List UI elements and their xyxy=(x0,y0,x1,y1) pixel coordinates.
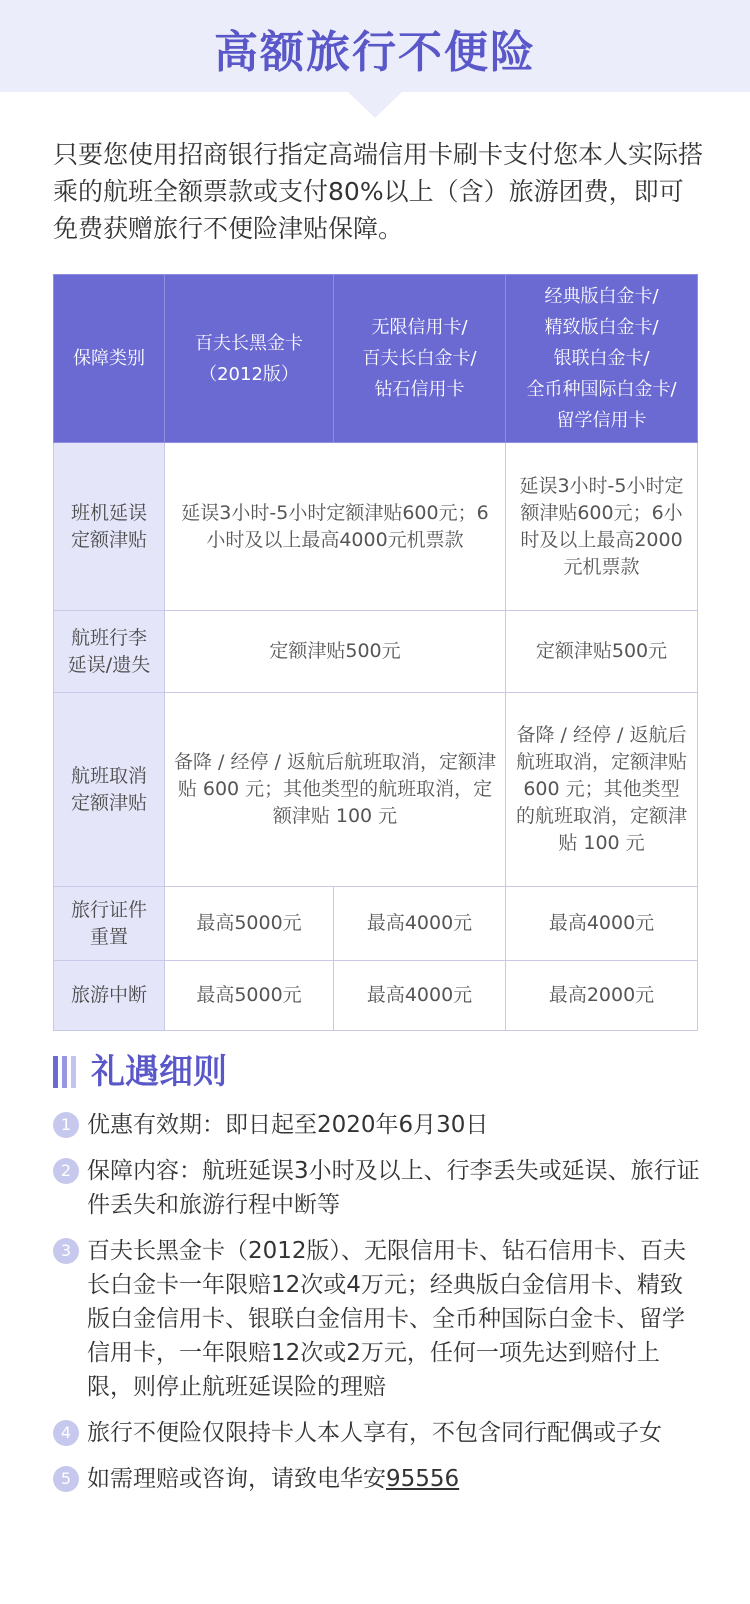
section-marker-bar xyxy=(62,1056,67,1088)
list-item-text: 旅行不便险仅限持卡人本人享有，不包含同行配偶或子女 xyxy=(87,1420,662,1446)
table-cell: 定额津贴500元 xyxy=(506,611,698,693)
table-cell: 最高4000元 xyxy=(506,887,698,961)
phone-link[interactable]: 95556 xyxy=(386,1466,460,1492)
table-cell: 最高5000元 xyxy=(165,961,334,1031)
title-banner xyxy=(0,0,750,92)
table-row xyxy=(54,961,698,1031)
list-item xyxy=(53,1234,703,1404)
rules-list xyxy=(53,1108,703,1508)
table-row xyxy=(54,887,698,961)
number-badge: 4 xyxy=(53,1420,79,1446)
table-cell: 备降 / 经停 / 返航后航班取消，定额津贴 600 元；其他类型的航班取消，定额津贴 100 元 xyxy=(506,693,698,887)
list-item-text: 保障内容：航班延误3小时及以上、行李丢失或延误、旅行证件丢失和旅游行程中断等 xyxy=(87,1158,700,1218)
list-item xyxy=(53,1108,703,1142)
number-badge: 2 xyxy=(53,1158,79,1184)
table-cell: 延误3小时-5小时定额津贴600元；6小时及以上最高2000元机票款 xyxy=(506,443,698,611)
table-cell: 最高4000元 xyxy=(334,887,506,961)
list-item xyxy=(53,1462,703,1496)
table-header-row xyxy=(54,275,698,443)
list-item-text: 如需理赔或咨询，请致电华安 xyxy=(87,1466,386,1492)
banner-pointer xyxy=(348,92,402,118)
table-row xyxy=(54,693,698,887)
list-item xyxy=(53,1154,703,1222)
section-marker-bar xyxy=(71,1056,76,1088)
section-title: 礼遇细则 xyxy=(91,1052,227,1092)
table-cell: 最高2000元 xyxy=(506,961,698,1031)
number-badge: 1 xyxy=(53,1112,79,1138)
page-title: 高额旅行不便险 xyxy=(214,27,536,78)
number-badge: 3 xyxy=(53,1238,79,1264)
row-label: 航班取消 定额津贴 xyxy=(54,693,165,887)
list-item-text: 优惠有效期：即日起至2020年6月30日 xyxy=(87,1112,489,1138)
row-label: 旅游中断 xyxy=(54,961,165,1031)
table-cell: 最高5000元 xyxy=(165,887,334,961)
header-category: 保障类别 xyxy=(54,275,165,443)
number-badge: 5 xyxy=(53,1466,79,1492)
row-label: 班机延误 定额津贴 xyxy=(54,443,165,611)
header-card-group-2: 无限信用卡/ 百夫长白金卡/ 钻石信用卡 xyxy=(334,275,506,443)
table-row xyxy=(54,443,698,611)
header-card-group-3: 经典版白金卡/ 精致版白金卡/ 银联白金卡/ 全币种国际白金卡/ 留学信用卡 xyxy=(506,275,698,443)
intro-text: 只要您使用招商银行指定高端信用卡刷卡支付您本人实际搭乘的航班全额票款或支付80%以上（含）旅游团费，即可免费获赠旅行不便险津贴保障。 xyxy=(53,140,704,243)
table-cell-merged: 定额津贴500元 xyxy=(165,611,506,693)
list-item-text: 百夫长黑金卡（2012版）、无限信用卡、钻石信用卡、百夫长白金卡一年限赔12次或4万元；经典版白金信用卡、精致版白金信用卡、银联白金信用卡、全币种国际白金卡、留学信用卡，一年限赔12次或2万元，任何一项先达到赔付上限，则停止航班延误险的理赔 xyxy=(87,1238,687,1400)
row-label: 航班行李 延误/遗失 xyxy=(54,611,165,693)
section-marker-bar xyxy=(53,1056,58,1088)
row-label: 旅行证件 重置 xyxy=(54,887,165,961)
benefits-table xyxy=(53,274,698,1031)
list-item xyxy=(53,1416,703,1450)
table-cell: 最高4000元 xyxy=(334,961,506,1031)
table-cell-merged: 延误3小时-5小时定额津贴600元；6小时及以上最高4000元机票款 xyxy=(165,443,506,611)
header-card-group-1: 百夫长黑金卡 （2012版） xyxy=(165,275,334,443)
table-row xyxy=(54,611,698,693)
table-cell-merged: 备降 / 经停 / 返航后航班取消，定额津贴 600 元；其他类型的航班取消，定额津贴 100 元 xyxy=(165,693,506,887)
